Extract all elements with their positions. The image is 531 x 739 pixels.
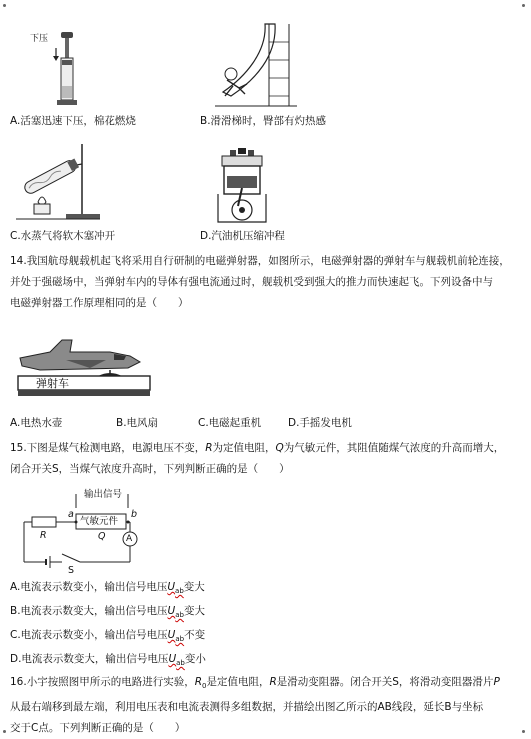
figure-piston <box>30 28 90 108</box>
q15-var-q: Q <box>275 442 284 454</box>
q15-option-c-sub: ab <box>175 635 185 644</box>
q15-option-d-result: 变小 <box>184 653 206 665</box>
q15-stem <box>10 438 515 480</box>
q15-line-2: 闭合开关S，当煤气浓度升高时，下列判断正确的是（ ） <box>10 463 290 475</box>
q16-var-r0-sub: 0 <box>202 682 207 691</box>
q14-line-1: 14.我国航母舰载机起飞将采用自行研制的电磁弹射器，如图所示，电磁弹射器的弹射车与舰载机前轮连接， <box>10 255 510 267</box>
corner-mark <box>522 730 525 733</box>
q15-option-a <box>10 580 205 598</box>
q16-var-p: P <box>493 676 500 688</box>
corner-mark <box>3 4 6 7</box>
q16-line-2: 从最右端移到最左端，利用电压表和电流表测得多组数据，并描绘出图乙所示的AB线段，延长B与坐标 <box>10 701 484 714</box>
q16-var-r: R <box>269 676 277 688</box>
ammeter-label: A <box>126 534 133 544</box>
figure-steam-tube <box>12 140 102 222</box>
jet-drawing <box>10 330 150 412</box>
q13-option-d: D.汽油机压缩冲程 <box>200 230 285 242</box>
q16-var-r0: R <box>194 676 202 688</box>
q14-option-a: A.电热水壶 <box>10 417 63 429</box>
q14-option-d: D.手摇发电机 <box>288 417 352 429</box>
q15-option-d-u: U <box>168 653 177 665</box>
q15-option-b <box>10 604 205 622</box>
q15-option-c <box>10 628 205 646</box>
q15-option-c-u: U <box>167 629 176 641</box>
q15-option-b-text: B.电流表示数变大，输出信号电压 <box>10 605 168 617</box>
node-b-label: b <box>131 509 138 520</box>
q15-line-1-b: 为定值电阻， <box>212 442 276 454</box>
piston-label: 下压 <box>30 34 49 44</box>
figure-gas-circuit <box>18 484 148 576</box>
q15-option-c-text: C.电流表示数变小，输出信号电压 <box>10 629 168 641</box>
q15-option-d <box>10 652 206 670</box>
q15-line-1-c: 为气敏元件，其阻值随煤气浓度的升高而增大， <box>283 442 505 454</box>
q15-option-a-text: A.电流表示数变小，输出信号电压 <box>10 581 168 593</box>
q16-line-1-b: 是定值电阻， <box>206 676 270 688</box>
q14-option-c: C.电磁起重机 <box>198 417 262 429</box>
piston-drawing <box>30 28 90 108</box>
q15-line-1 <box>10 438 515 459</box>
q16-line-3: 交于C点。下列判断正确的是（ ） <box>10 722 186 735</box>
q15-option-a-sub: ab <box>175 587 184 596</box>
q15-option-c-result: 不变 <box>184 629 206 641</box>
q15-option-a-result: 变大 <box>183 581 205 593</box>
q15-option-d-sub: ab <box>176 659 185 668</box>
q14-line-2: 并处于强磁场中，当弹射车内的导体有强电流通过时，舰载机受到强大的推力而快速起飞。下列设备中与 <box>10 276 493 288</box>
q14-line-3: 电磁弹射器工作原理相同的是（ ） <box>10 297 189 309</box>
q13-option-c: C.水蒸气将软木塞冲开 <box>10 230 116 242</box>
q16-stem <box>10 672 515 739</box>
figure-slide <box>205 22 300 112</box>
q15-option-d-text: D.电流表示数变大，输出信号电压 <box>10 653 169 665</box>
signal-label: 输出信号 <box>84 489 123 500</box>
node-a-label: a <box>68 509 74 520</box>
q15-option-b-sub: ab <box>175 611 184 620</box>
sensor-q-label: Q <box>98 531 106 542</box>
q15-option-b-result: 变大 <box>183 605 205 617</box>
q14-option-b: B.电风扇 <box>116 417 159 429</box>
figure-ejector <box>10 330 150 412</box>
ejector-label: 弹射车 <box>36 377 69 390</box>
corner-mark <box>3 730 6 733</box>
q14-stem <box>10 251 515 314</box>
q15-line-1-a: 15.下图是煤气检测电路，电源电压不变， <box>10 442 206 454</box>
q13-option-b: B.滑滑梯时，臀部有灼热感 <box>200 115 327 127</box>
q16-line-1 <box>10 672 515 697</box>
q15-var-r: R <box>205 442 213 454</box>
q16-line-1-a: 16.小宇按照图甲所示的电路进行实验， <box>10 676 195 688</box>
switch-label: S <box>68 565 75 576</box>
q15-option-b-u: U <box>167 605 176 617</box>
figure-engine-cylinder <box>212 148 272 224</box>
q13-option-a: A.活塞迅速下压，棉花燃烧 <box>10 115 136 127</box>
corner-mark <box>522 4 525 7</box>
q15-option-a-u: U <box>167 581 176 593</box>
sensor-label: 气敏元件 <box>80 516 119 527</box>
q16-line-1-c: 是滑动变阻器。闭合开关S，将滑动变阻器滑片 <box>276 676 494 688</box>
resistor-r-label: R <box>40 530 47 541</box>
